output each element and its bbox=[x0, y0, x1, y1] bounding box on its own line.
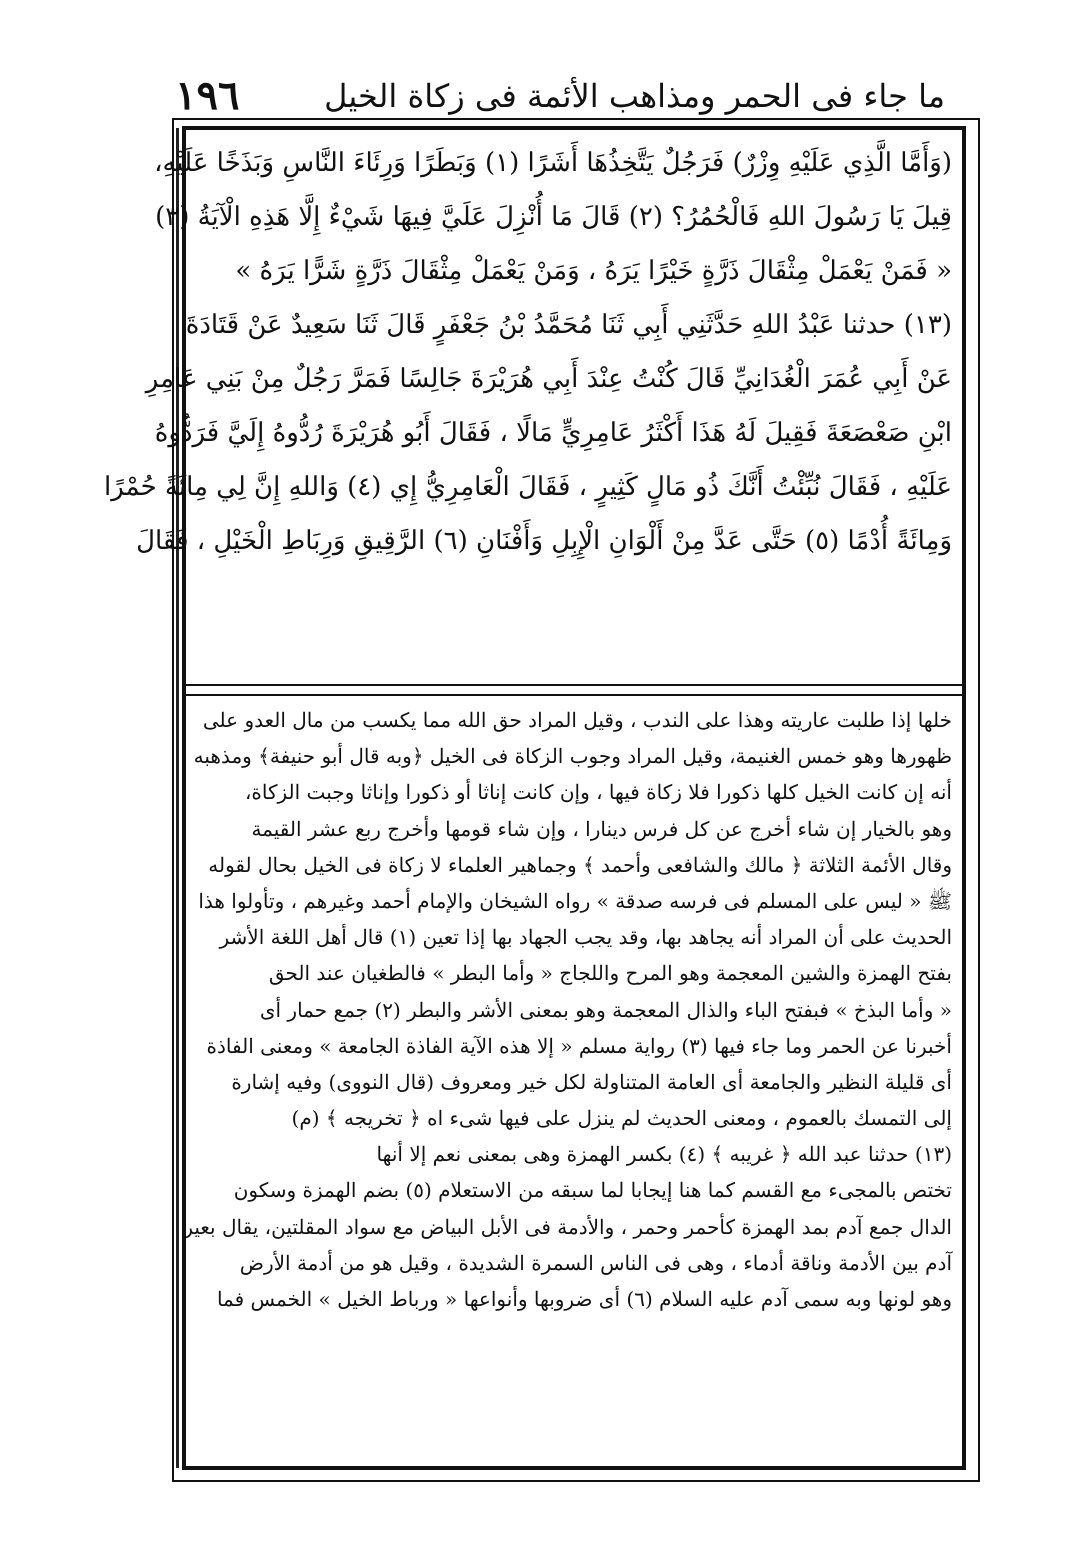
footnote-line: أى قليلة النظير والجامعة أى العامة المتناولة لكل خير ومعروف (قال النووى) وفيه إشارة bbox=[231, 1069, 952, 1094]
running-title: ما جاء فى الحمر ومذاهب الأئمة فى زكاة الخيل bbox=[324, 77, 945, 115]
footnote-line: ﷺ « ليس على المسلم فى فرسه صدقة » رواه الشيخان والإمام أحمد وغيرهم ، وتأولوا هذا bbox=[198, 888, 952, 913]
hadith-main-text bbox=[103, 136, 952, 568]
footnote-line: « وأما البذخ » فبفتح الباء والذال المعجمة وهو بمعنى الأشر والبطر (٢) جمع حمار أى bbox=[259, 997, 952, 1022]
main-text-line: « فَمَنْ يَعْمَلْ مِثْقَالَ ذَرَّةٍ خَيْرًا يَرَهُ ، وَمَنْ يَعْمَلْ مِثْقَالَ ذَرَّةٍ شَرًّا يَرَهُ » bbox=[235, 256, 952, 286]
footnote-line: بفتح الهمزة والشين المعجمة وهو المرح واللجاج « وأما البطر » فالطغيان عند الحق bbox=[268, 961, 952, 986]
footnote-line: إلى التمسك بالعموم ، ومعنى الحديث لم ينزل على فيها شىء اه ﴿ تخريجه ﴾ (م) bbox=[291, 1106, 952, 1131]
main-text-line: قِيلَ يَا رَسُولَ اللهِ فَالْحُمُرُ؟ (٢) قَالَ مَا أُنْزِلَ عَلَيَّ فِيهَا شَيْءٌ إِلَّا هَذِهِ الْآيَةُ (٣) bbox=[155, 202, 952, 232]
main-text-line: وَمِائَةً أُدْمًا (٥) حَتَّى عَدَّ مِنْ أَلْوَانِ الْإِبِلِ وَأَفْنَانِ (٦) الرَّقِيقِ وَرِبَاطِ الْخَيْلِ ، فَقَالَ bbox=[136, 526, 952, 556]
commentary-footnotes bbox=[183, 702, 952, 1317]
footnote-line: تختص بالمجىء مع القسم كما هنا إيجابا لما سبقه من الاستعلام (٥) بضم الهمزة وسكون bbox=[233, 1178, 952, 1203]
footnote-line: خلها إذا طلبت عاريته وهذا على الندب ، وقيل المراد حق الله مما يكسب من مال العدو على bbox=[202, 708, 952, 732]
section-divider bbox=[186, 684, 962, 696]
page-header bbox=[175, 68, 945, 124]
main-text-line: عَلَيْهِ ، فَقَالَ نُبِّئْتُ أَنَّكَ ذُو مَالٍ كَثِيرٍ ، فَقَالَ الْعَامِرِيُّ إِي (٤) وَاللهِ إِنَّ لِي مِائَةً حُمْرًا bbox=[103, 472, 952, 502]
footnote-line: وهو لونها وبه سمى آدم عليه السلام (٦) أى ضروبها وأنواعها « ورباط الخيل » الخمس فما bbox=[216, 1287, 952, 1311]
left-edge-mark bbox=[176, 128, 179, 1468]
footnote-line: أنه إن كانت الخيل كلها ذكورا فلا زكاة فيها ، وإن كانت إناثا أو ذكورا وإناثا وجبت الزكاة، bbox=[244, 780, 952, 805]
footnote-line: آدم بين الأدمة وناقة أدماء ، وهى فى الناس السمرة الشديدة ، وقيل هو من أدمة الأرض bbox=[239, 1250, 952, 1275]
main-text-line: (١٣) حدثنا عَبْدُ اللهِ حَدَّثَنِي أَبِي ثَنَا مُحَمَّدُ بْنُ جَعْفَرٍ قَالَ ثَنَا سَعِيدٌ عَنْ قَتَادَةَ bbox=[185, 310, 952, 340]
footnote-line: أخبرنا عن الحمر وما جاء فيها (٣) رواية مسلم « إلا هذه الآية الفاذة الجامعة » ومعنى الفاذة bbox=[206, 1033, 952, 1058]
footnote-line: الحديث على أن المراد أنه يجاهد بها، وقد يجب الجهاد بها إذا تعين (١) قال أهل اللغة الأشر bbox=[219, 925, 952, 950]
footnote-line: الدال جمع آدم بمد الهمزة كأحمر وحمر ، والأدمة فى الأبل البياض مع سواد المقلتين، يقال بعير bbox=[183, 1214, 952, 1239]
main-text-line: (وَأَمَّا الَّذِي عَلَيْهِ وِزْرٌ) فَرَجُلٌ يَتَّخِذُهَا أَشَرًا (١) وَبَطَرًا وَرِئَاءَ النَّاسِ وَبَذَخًا عَلَيْهِ، bbox=[154, 148, 952, 178]
main-text-line: عَنْ أَبِي عُمَرَ الْغُدَانِيِّ قَالَ كُنْتُ عِنْدَ أَبِي هُرَيْرَةَ جَالِسًا فَمَرَّ رَجُلٌ مِنْ بَنِي عَامِرِ bbox=[145, 364, 952, 394]
footnote-line: وهو بالخيار إن شاء أخرج عن كل فرس دينارا ، وإن شاء قومها وأخرج ربع عشر القيمة bbox=[251, 816, 952, 841]
footnote-line: ظهورها وهو خمس الغنيمة، وقيل المراد وجوب الزكاة فى الخيل ﴿وبه قال أبو حنيفة﴾ ومذهبه bbox=[193, 744, 952, 769]
footnote-line: (١٣) حدثنا عبد الله ﴿ غريبه ﴾ (٤) بكسر الهمزة وهى بمعنى نعم إلا أنها bbox=[376, 1142, 952, 1167]
page-number: ١٩٦ bbox=[175, 72, 240, 119]
footnote-line: وقال الأئمة الثلاثة ﴿ مالك والشافعى وأحمد ﴾ وجماهير العلماء لا زكاة فى الخيل بحال لقوله bbox=[208, 852, 952, 877]
main-text-line: ابْنِ صَعْصَعَةَ فَقِيلَ لَهُ هَذَا أَكْثَرُ عَامِرِيٍّ مَالًا ، فَقَالَ أَبُو هُرَيْرَةَ رُدُّوهُ إِلَيَّ فَرَدُّوهُ bbox=[154, 418, 952, 448]
